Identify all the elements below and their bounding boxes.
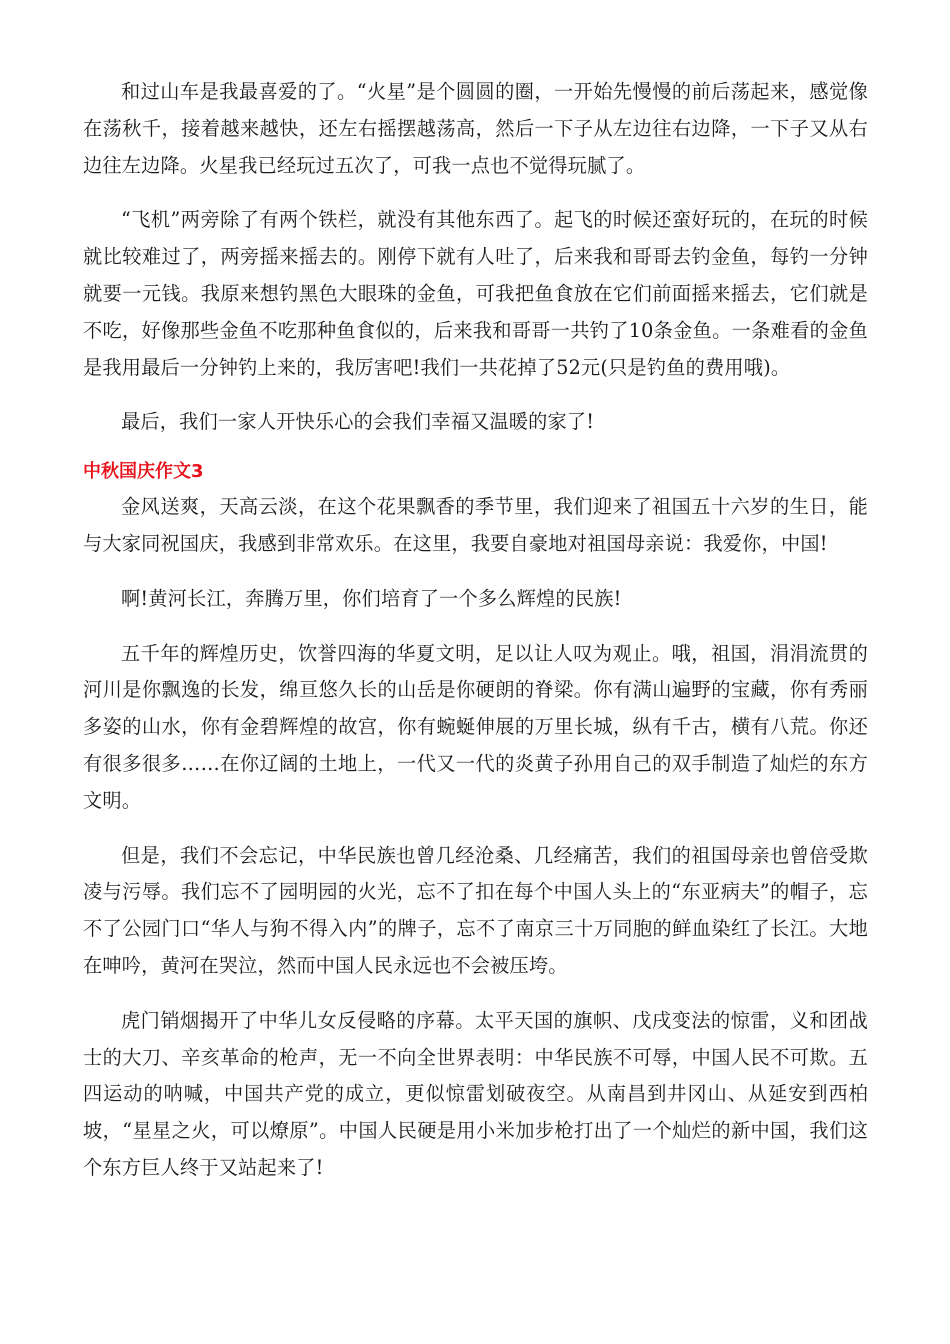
paragraph-going-home: 最后，我们一家人开快乐心的会我们幸福又温暖的家了!: [121, 410, 595, 434]
paragraph-national-day-intro: 金风送爽，天高云淡，在这个花果飘香的季节里，我们迎来了祖国五十六岁的生日，能与大家同祝国庆，我感到非常欢乐。在这里，我要自豪地对祖国母亲说：我爱你，中国!: [83, 495, 868, 555]
paragraph-history: 五千年的辉煌历史，饮誉四海的华夏文明，足以让人叹为观止。哦，祖国，涓涓流贯的河川是你飘逸的长发，绵亘悠久长的山岳是你硬朗的脊梁。你有满山遍野的宝藏，你有秀丽多姿的山水，你有金碧辉煌的故宫，你有蜿蜒伸展的万里长城，纵有千古，横有八荒。你还有很多很多……在你辽阔的土地上，一代又一代的炎黄子孙用自己的双手制造了灿烂的东方文明。: [83, 641, 868, 812]
paragraph-roller-coaster: 和过山车是我最喜爱的了。“火星”是个圆圆的圈，一开始先慢慢的前后荡起来，感觉像在荡秋千，接着越来越快，还左右摇摆越荡高，然后一下子从左边往右边降，一下子又从右边往左边降。火星我已经玩过五次了，可我一点也不觉得玩腻了。: [83, 80, 868, 177]
paragraph-revolution: 虎门销烟揭开了中华儿女反侵略的序幕。太平天国的旗帜、戊戌变法的惊雷，义和团战士的大刀、辛亥革命的枪声，无一不向全世界表明：中华民族不可辱，中国人民不可欺。五四运动的呐喊，中国共产党的成立，更似惊雷划破夜空。从南昌到井冈山、从延安到西柏坡，“星星之火，可以燎原”。中国人民硬是用小米加步枪打出了一个灿烂的新中国，我们这个东方巨人终于又站起来了!: [83, 1008, 868, 1179]
section-heading: 中秋国庆作文3: [83, 461, 204, 483]
paragraph-humiliation: 但是，我们不会忘记，中华民族也曾几经沧桑、几经痛苦，我们的祖国母亲也曾倍受欺凌与污辱。我们忘不了园明园的火光，忘不了扣在每个中国人头上的“东亚病夫”的帽子，忘不了公园门口“华人与狗不得入内”的牌子，忘不了南京三十万同胞的鲜血染红了长江。大地在呻吟，黄河在哭泣，然而中国人民永远也不会被压垮。: [83, 843, 868, 977]
paragraph-airplane-goldfish: “飞机”两旁除了有两个铁栏，就没有其他东西了。起飞的时候还蛮好玩的，在玩的时候就比较难过了，两旁摇来摇去的。刚停下就有人吐了，后来我和哥哥去钓金鱼，每钓一分钟就要一元钱。我原来想钓黑色大眼珠的金鱼，可我把鱼食放在它们前面摇来摇去，它们就是不吃，好像那些金鱼不吃那种鱼食似的，后来我和哥哥一共钓了10条金鱼。一条难看的金鱼是我用最后一分钟钓上来的，我厉害吧!我们一共花掉了52元(只是钓鱼的费用哦)。: [83, 208, 868, 379]
document-body: [83, 74, 868, 1187]
paragraph-yellow-river: 啊!黄河长江，奔腾万里，你们培育了一个多么辉煌的民族!: [121, 586, 622, 610]
